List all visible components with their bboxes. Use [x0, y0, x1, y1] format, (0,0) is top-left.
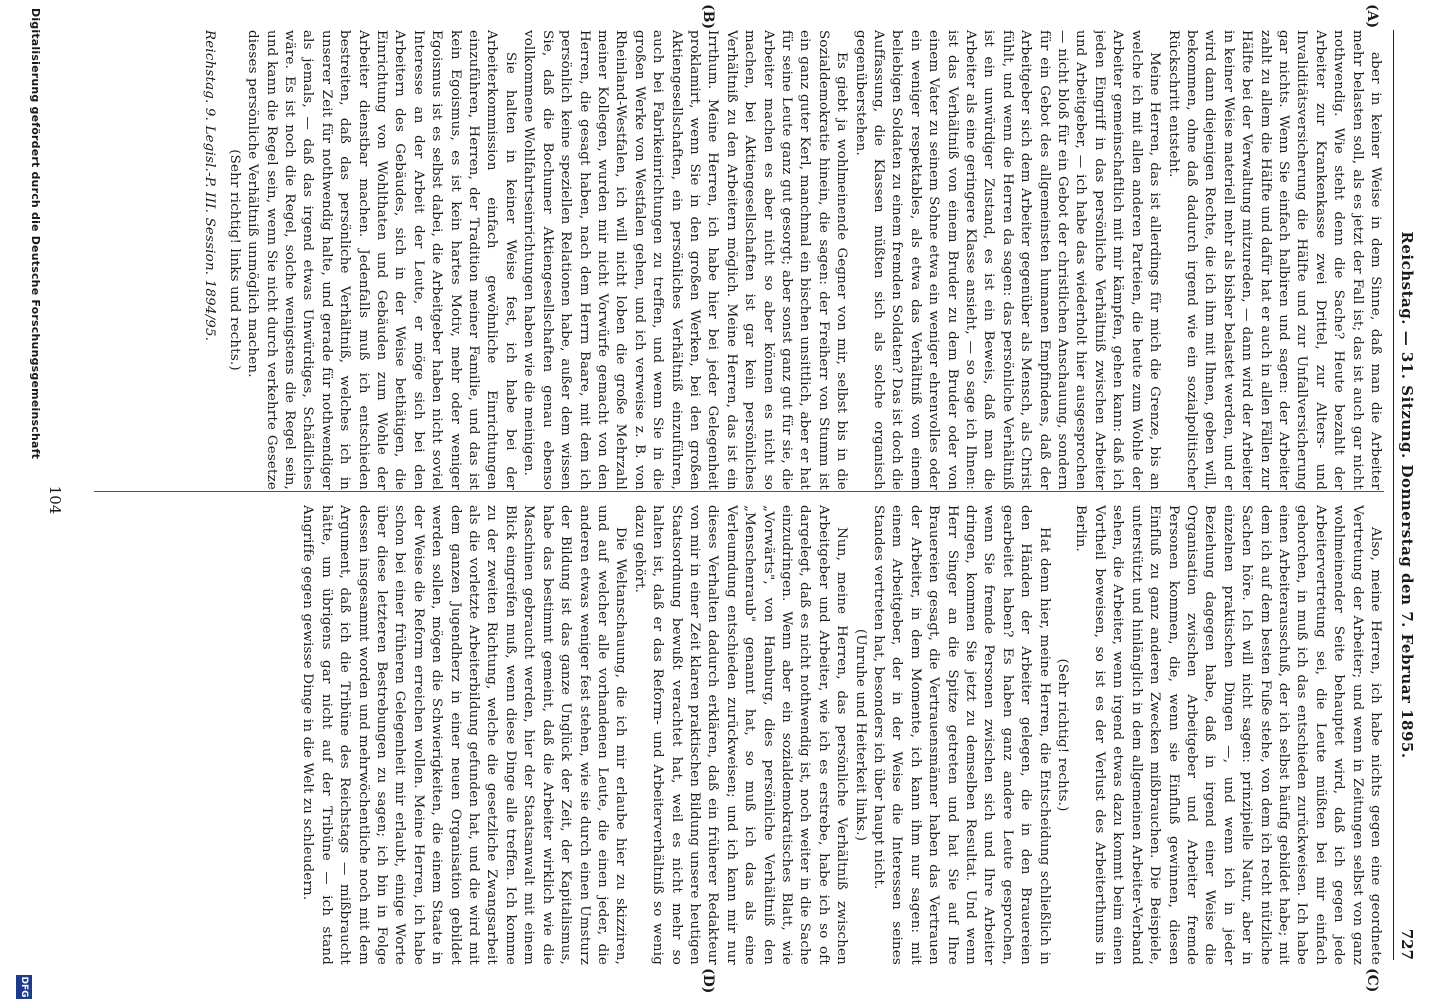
margin-marker-d: (D)	[700, 968, 716, 994]
dfg-logo-icon: DFG	[16, 975, 32, 999]
footer-page-number: 104	[46, 485, 64, 515]
paragraph: Nun, meine Herren, das persönliche Verhältniß zwischen Arbeitgeber und Arbeiter, wie ich es erstrebe, habe ich so oft dargelegt, daß es nicht nothwendig ist, noch weiter in die Sache einzudringen. Wenn aber ein sozialdemokratisches Blatt, wie „Vorwärts", von Hamburg, dies persönliche Verhältniß den „Menschenraub" genannt hat, so muß ich das als eine Verleumdung entschieden zurückweisen; und ich kann mir nur dieses Verhalten dadurch erklären, daß ein früherer Redakteur von mir in einer Zeit klaren praktischen Bildung unsere heutigen Staatsordnung bewußt verachtet hat, weil es nicht mehr so halten ist, daß er das Reform- und Arbeiterverhältniß so wenig dazu gehört.	[631, 505, 850, 965]
paragraph: Sie halten in keiner Weise fest, ich habe bei der Arbeiterkommission einfach gewöhnliche Einrichtungen einzuführen, Herren, der Tradition meiner Familie, und das ist kein Egoismus, es ist kein hartes Motiv, mehr oder weniger Egoismus ist es selbst dabei, die Arbeitgeber haben nicht soviel Interesse an der Arbeit der Leute, er möge sich bei den Arbeitern des Gebäudes, sich in der Weise bethätigen, die Einrichtung von Wohlthaten und Gebäuden zum Wohle der Arbeiter dienstbar machen. Jedenfalls muß ich entschieden bestreiten, daß das persönliche Verhältniß, welches ich in unserer Zeit für nothwendig halte, und gerade für nothwendiger als jemals, — daß das irgend etwas Unwürdiges, Schädliches wäre. Es ist noch die Regel, solche wenigstens die Regel sein, und kann die Regel sein, wenn Sie nicht durch verkehrte Gesetze dieses persönliche Verhältniß unmöglich machen.	[245, 30, 518, 490]
paragraph: Es giebt ja wohlmeinende Gegner von mir, selbst bis in die Sozialdemokratie hinein, die sagen: der Freiherr von Stumm ist ein ganz guter Kerl, manchmal ein bischen unsittlich, aber er hat für seine Leute ganz gut gesorgt; aber sonst ganz gut für sie, die Arbeiter machen es aber nicht so aber können es nicht so machen, bei Aktiengesellschaften ist gar kein persönliches Verhältniß zu den Arbeitern möglich. Meine Herren, das ist ein Irrthum. Meine Herren, ich habe hier bei jeder Gelegenheit proklamirt, wenn Sie in den großen Werken, bei den großen Aktiengesellschaften, ein persönliches Verhältniß einzuführen, auch bei Fabrikeinrichtungen zu treffen, und wenn Sie in die großen Werke von Westfalen gehen, und ich verweise z. B. von Rheinland-Westfalen, ich will nicht loben die große Mehrzahl meiner Kollegen, wurden mir nicht Vorwürfe gemacht von den Herren, die gesagt haben, nach dem Herrn Baare, mit dem ich persönlich keine speziellen Relationen habe, außer dem wissen Sie, daß die Bochumer Aktiengesellschaften genau ebenso vollkommene Wohlfahrtseinrichtungen haben wie die meinigen.	[521, 30, 850, 490]
right-column	[94, 505, 1384, 965]
margin-marker-c: (C)	[1364, 968, 1380, 993]
header-title: Reichstag. — 31. Sitzung. Donnerstag den 7. Februar 1895.	[1398, 231, 1416, 759]
page-number: 727	[1398, 928, 1416, 960]
margin-marker-b: (B)	[700, 4, 716, 30]
paragraph: aber in keiner Weise in dem Sinne, daß man die Arbeiter mehr belasten soll, als es jetzt der Fall ist; das ist auch gar nicht nothwendig. Wie steht denn die Sache? Heute bezahlt der Arbeiter zur Krankenkasse zwei Drittel, zur Alters- und Invaliditätsversicherung die Hälfte und zur Unfallversicherung gar nichts. Wenn Sie einfach halbiren und sagen: der Arbeiter zahlt zu allem die Hälfte und dafür hat er auch in allen Fällen zur Hälfte bei der Verwaltung mitzureden, — dann wird der Arbeiter in keiner Weise materiell mehr als bisher belastet werden, und er wird dann diejenigen Rechte, die ich ihm mit Ihnen, geben will, bekommen, ohne daß dadurch irgend wie ein sozialpolitischer Rückschritt entsteht.	[1165, 30, 1383, 490]
left-column	[94, 30, 1384, 490]
interjection: (Unruhe und Heiterkeit links.)	[852, 628, 868, 842]
interjection: (Sehr richtig! links und rechts.)	[226, 149, 242, 371]
digitization-notice: Digitalisierung gefördert durch die Deutsche Forschungsgemeinschaft	[29, 8, 42, 460]
session-signature: Reichstag. 9. Legisl.-P. III. Session. 1894/95.	[202, 30, 218, 342]
paragraph: Die Weltanschauung, die ich mir erlaube hier zu skizziren, und auf welcher alle vorhandenen Leute, die einen jeder, die anderen etwas weniger fest stehen, wie sie durch einen Umsturz der Bildung ist das ganze Unglück der Zeit, der Kapitalismus, habe das bestimmt gemeint, daß die Arbeiter wirklich wie die Maschinen gebraucht werden, hier der Staatsanwalt mit einem Blick eingreifen muß, wenn diese Dinge alle treffen. Ich komme zu der zweiten Richtung, welche die gesetzliche Zwangsarbeit als die vorletzte Arbeiterbildung gefunden hat, und die wird mit dem ganzen Jugendherz in einer neuen Organisation gebildet werden sollen, mögen die Schwierigkeiten, die einem Staate in der Weise die Reform erreichen wollen. Meine Herren, ich habe schon bei einer früheren Gelegenheit mir erlaubt, einige Worte über diese letzteren Bestrebungen zu sagen; ich bin in Folge dessen insgesammt worden und mehrwöchentliche noch mit dem Argument, daß ich die Tribüne des Reichstags — mißbraucht hätte, um übrigens gar nicht auf der Tribüne — ich stand Angriffe gegen gewisse Dinge in die Welt zu schleudern.	[300, 505, 629, 965]
paragraph: Meine Herren, das ist allerdings für mich die Grenze, bis an welche ich mit allen anderen Parteien, die heute zum Wohle der Arbeiter gemeinschaftlich mit mir kämpfen, gehen kann: daß ich jeden Eingriff in das persönliche Verhältniß zwischen Arbeiter und Arbeitgeber, — ich habe das wiederholt hier ausgesprochen — nicht bloß für ein Gebot der christlichen Anschauung, sondern für ein Gebot des allgemeinsten humanen Empfindens, daß der Arbeitgeber sich dem Arbeiter gegenüber als Mensch, als Christ fühlt, und wenn die Herren da sagen: das persönliche Verhältniß ist ein unwürdiger Zustand, es ist ein Beweis, daß man die Arbeiter als eine geringere Klasse ansieht, — so sage ich Ihnen: ist das Verhältniß von einem Bruder zu dem Bruder oder von einem Vater zu seinem Sohne etwa ein weniger ehrenvolles oder ein weniger respektables, als etwa das Verhältniß von einem beliebigen Soldaten zu einem fremden Soldaten? Das ist doch die Auffassung, die Klassen müßten sich als solche organisch gegenüberstehen.	[852, 30, 1163, 490]
column-divider	[94, 491, 1384, 492]
paragraph: Also, meine Herren, ich habe nichts gegen eine geordnete Vertretung der Arbeiter; und wenn in Zeitungen selbst von ganz wohlmeinender Seite behauptet wird, daß ich gegen jede Arbeitervertretung sei, die Leute müßten bei mir einfach gehorchen, in muß ich das entschieden zurückweisen. Ich habe einen Arbeiterausschuß, der ich selbst häufig gebildet habe; mit dem ich auf dem besten Fuße stehe, von dem ich recht nützliche Sachen höre. Ich will nicht sagen: prinzipielle Natur, aber in einzelnen praktischen Dingen —, und wenn ich in jeder Beziehung dagegen habe, daß in irgend einer Weise die Organisation zwischen Arbeitgeber und Arbeiter fremde Personen kommen, die, wenn sie Einfluß gewinnen, diesen Einfluß zu ganz anderen Zwecken mißbrauchen. Die Beispiele, unterstützt und hinlänglich in dem allgemeinen Arbeiter-Verband sehen, die Arbeiter, wenn irgend etwas dazu kommt beim einen Vortheil beweisen, so ist es der Verlust des Arbeiterthums in Berlin.	[1073, 505, 1383, 965]
paragraph: Hat denn hier, meine Herren, die Entscheidung schließlich in den Händen der Arbeiter gelegen, die in den Brauereien gearbeitet haben? Es haben ganz andere Leute gesprochen, wenn Sie fremde Personen zwischen sich und Ihre Arbeiter dringen, kommen Sie jetzt zu demselben Resultat. Und wenn Herr Singer an die Spitze getreten und hat Sie auf Ihre Brauereien gesagt, die Vertrauensmänner haben das Vertrauen der Arbeiter, in dem Momente, ich kann ihm nur sagen: mit einem Arbeitgeber, der in der Weise die Interessen seines Standes vertreten hat, besonders ich über haupt nicht.	[871, 505, 1052, 965]
page-header	[1393, 30, 1418, 960]
margin-marker-a: (A)	[1364, 4, 1380, 29]
interjection: (Sehr richtig! rechts.)	[1055, 658, 1071, 812]
